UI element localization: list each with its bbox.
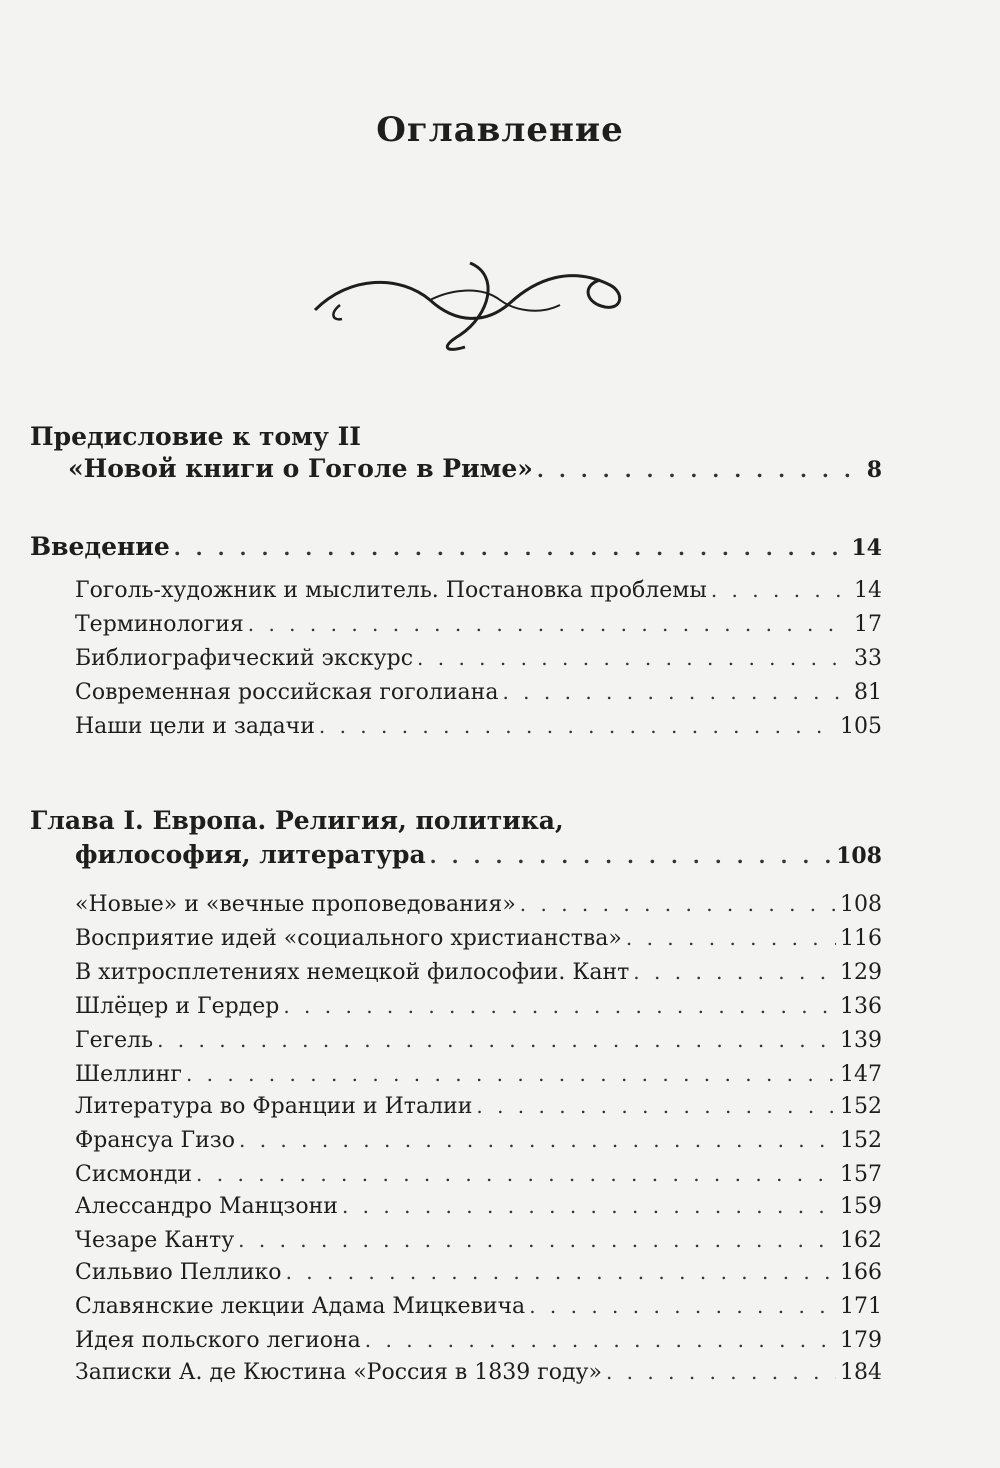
leader-dots [502, 682, 850, 702]
leader-dots [174, 538, 848, 558]
toc-entry-page: 179 [840, 1328, 882, 1353]
leader-dots [319, 716, 836, 736]
leader-dots [430, 846, 832, 866]
leader-dots [239, 1130, 836, 1150]
toc-entry [75, 682, 882, 704]
leader-dots [342, 1196, 836, 1216]
toc-entry-page: 159 [840, 1194, 882, 1219]
toc-entry-label: Шеллинг [75, 1062, 182, 1087]
toc-entry-label: Славянские лекции Адама Мицкевича [75, 1294, 526, 1319]
leader-dots [196, 1164, 836, 1184]
toc-entry-label: В хитросплетениях немецкой философии. Кант [75, 960, 630, 985]
leader-dots [286, 1262, 836, 1282]
leader-dots [520, 894, 836, 914]
toc-entry [75, 996, 882, 1018]
leader-dots [365, 1330, 836, 1350]
toc-entry-page: 17 [854, 612, 882, 637]
toc-entry-label: Современная российская гоголиана [75, 680, 499, 705]
toc-entry-page: 171 [840, 1294, 882, 1319]
toc-entry-page: 162 [840, 1228, 882, 1253]
toc-entry [75, 1130, 882, 1152]
toc-entry-label: Введение [30, 532, 170, 561]
toc-entry [75, 580, 882, 602]
toc-entry-label: «Новые» и «вечные проповедования» [75, 892, 516, 917]
toc-entry-label: Чезаре Канту [75, 1228, 235, 1253]
leader-dots [537, 460, 863, 480]
toc-entry-label: Восприятие идей «социального христианства» [75, 926, 622, 951]
toc-entry [75, 1362, 882, 1384]
toc-entry-page: 116 [840, 926, 882, 951]
toc-entry-page: 8 [866, 457, 882, 483]
toc-entry-page: 152 [840, 1128, 882, 1153]
toc-entry-preface-line1: Предисловие к тому II [30, 422, 361, 451]
toc-entry [75, 1296, 882, 1318]
decorative-flourish-icon [310, 255, 630, 355]
toc-entry [75, 1064, 882, 1086]
leader-dots [476, 1096, 836, 1116]
toc-entry-page: 152 [840, 1094, 882, 1119]
toc-entry-label: Идея польского легиона [75, 1328, 361, 1353]
toc-entry-page: 136 [840, 994, 882, 1019]
toc-entry-page: 157 [840, 1162, 882, 1187]
toc-entry-page: 139 [840, 1028, 882, 1053]
toc-entry-label: Франсуа Гизо [75, 1128, 235, 1153]
toc-entry [75, 648, 882, 670]
toc-entry-label: Записки А. де Кюстина «Россия в 1839 году» [75, 1360, 602, 1385]
toc-entry [75, 1164, 882, 1186]
toc-entry-page: 81 [854, 680, 882, 705]
toc-entry-chapter1-line1: Глава I. Европа. Религия, политика, [30, 806, 564, 835]
toc-entry-page: 14 [851, 535, 882, 561]
leader-dots [238, 1230, 836, 1250]
leader-dots [633, 962, 836, 982]
leader-dots [606, 1362, 836, 1382]
page-title: Оглавление [376, 110, 624, 150]
toc-entry [75, 716, 882, 738]
toc-entry-label: Шлёцер и Гердер [75, 994, 280, 1019]
toc-entry-label: Терминология [75, 612, 244, 637]
toc-entry [75, 962, 882, 984]
toc-entry-label: Гегель [75, 1028, 154, 1053]
toc-entry [75, 1262, 882, 1284]
toc-entry-page: 33 [854, 646, 882, 671]
leader-dots [186, 1064, 836, 1084]
toc-entry-chapter1 [75, 842, 882, 867]
toc-entry-label: Алессандро Манцзони [75, 1194, 338, 1219]
toc-entry [75, 1096, 882, 1118]
toc-entry-page: 108 [836, 843, 882, 869]
toc-entry-preface [68, 456, 882, 481]
leader-dots [417, 648, 850, 668]
toc-entry [75, 928, 882, 950]
toc-entry [75, 1330, 882, 1352]
toc-entry [75, 614, 882, 636]
toc-entry-label: «Новой книги о Гоголе в Риме» [68, 454, 533, 483]
toc-entry-label: Литература во Франции и Италии [75, 1094, 473, 1119]
toc-entry-label: Сисмонди [75, 1162, 193, 1187]
toc-entry [75, 1030, 882, 1052]
leader-dots [626, 928, 836, 948]
leader-dots [248, 614, 850, 634]
toc-entry-page: 105 [840, 714, 882, 739]
toc-entry-page: 184 [840, 1360, 882, 1385]
toc-entry-label: философия, литература [75, 840, 426, 869]
toc-entry-label: Библиографический экскурс [75, 646, 414, 671]
leader-dots [157, 1030, 836, 1050]
toc-entry [75, 1196, 882, 1218]
toc-entry-label: Наши цели и задачи [75, 714, 315, 739]
toc-entry-introduction [30, 534, 882, 559]
toc-entry-label: Гоголь-художник и мыслитель. Постановка проблемы [75, 578, 707, 603]
toc-entry [75, 1230, 882, 1252]
toc-entry-page: 147 [840, 1062, 882, 1087]
toc-entry-page: 108 [840, 892, 882, 917]
leader-dots [283, 996, 836, 1016]
toc-entry-label: Сильвио Пеллико [75, 1260, 282, 1285]
toc-entry [75, 894, 882, 916]
leader-dots [529, 1296, 836, 1316]
toc-entry-page: 14 [854, 578, 882, 603]
toc-entry-page: 166 [840, 1260, 882, 1285]
leader-dots [711, 580, 850, 600]
toc-entry-page: 129 [840, 960, 882, 985]
